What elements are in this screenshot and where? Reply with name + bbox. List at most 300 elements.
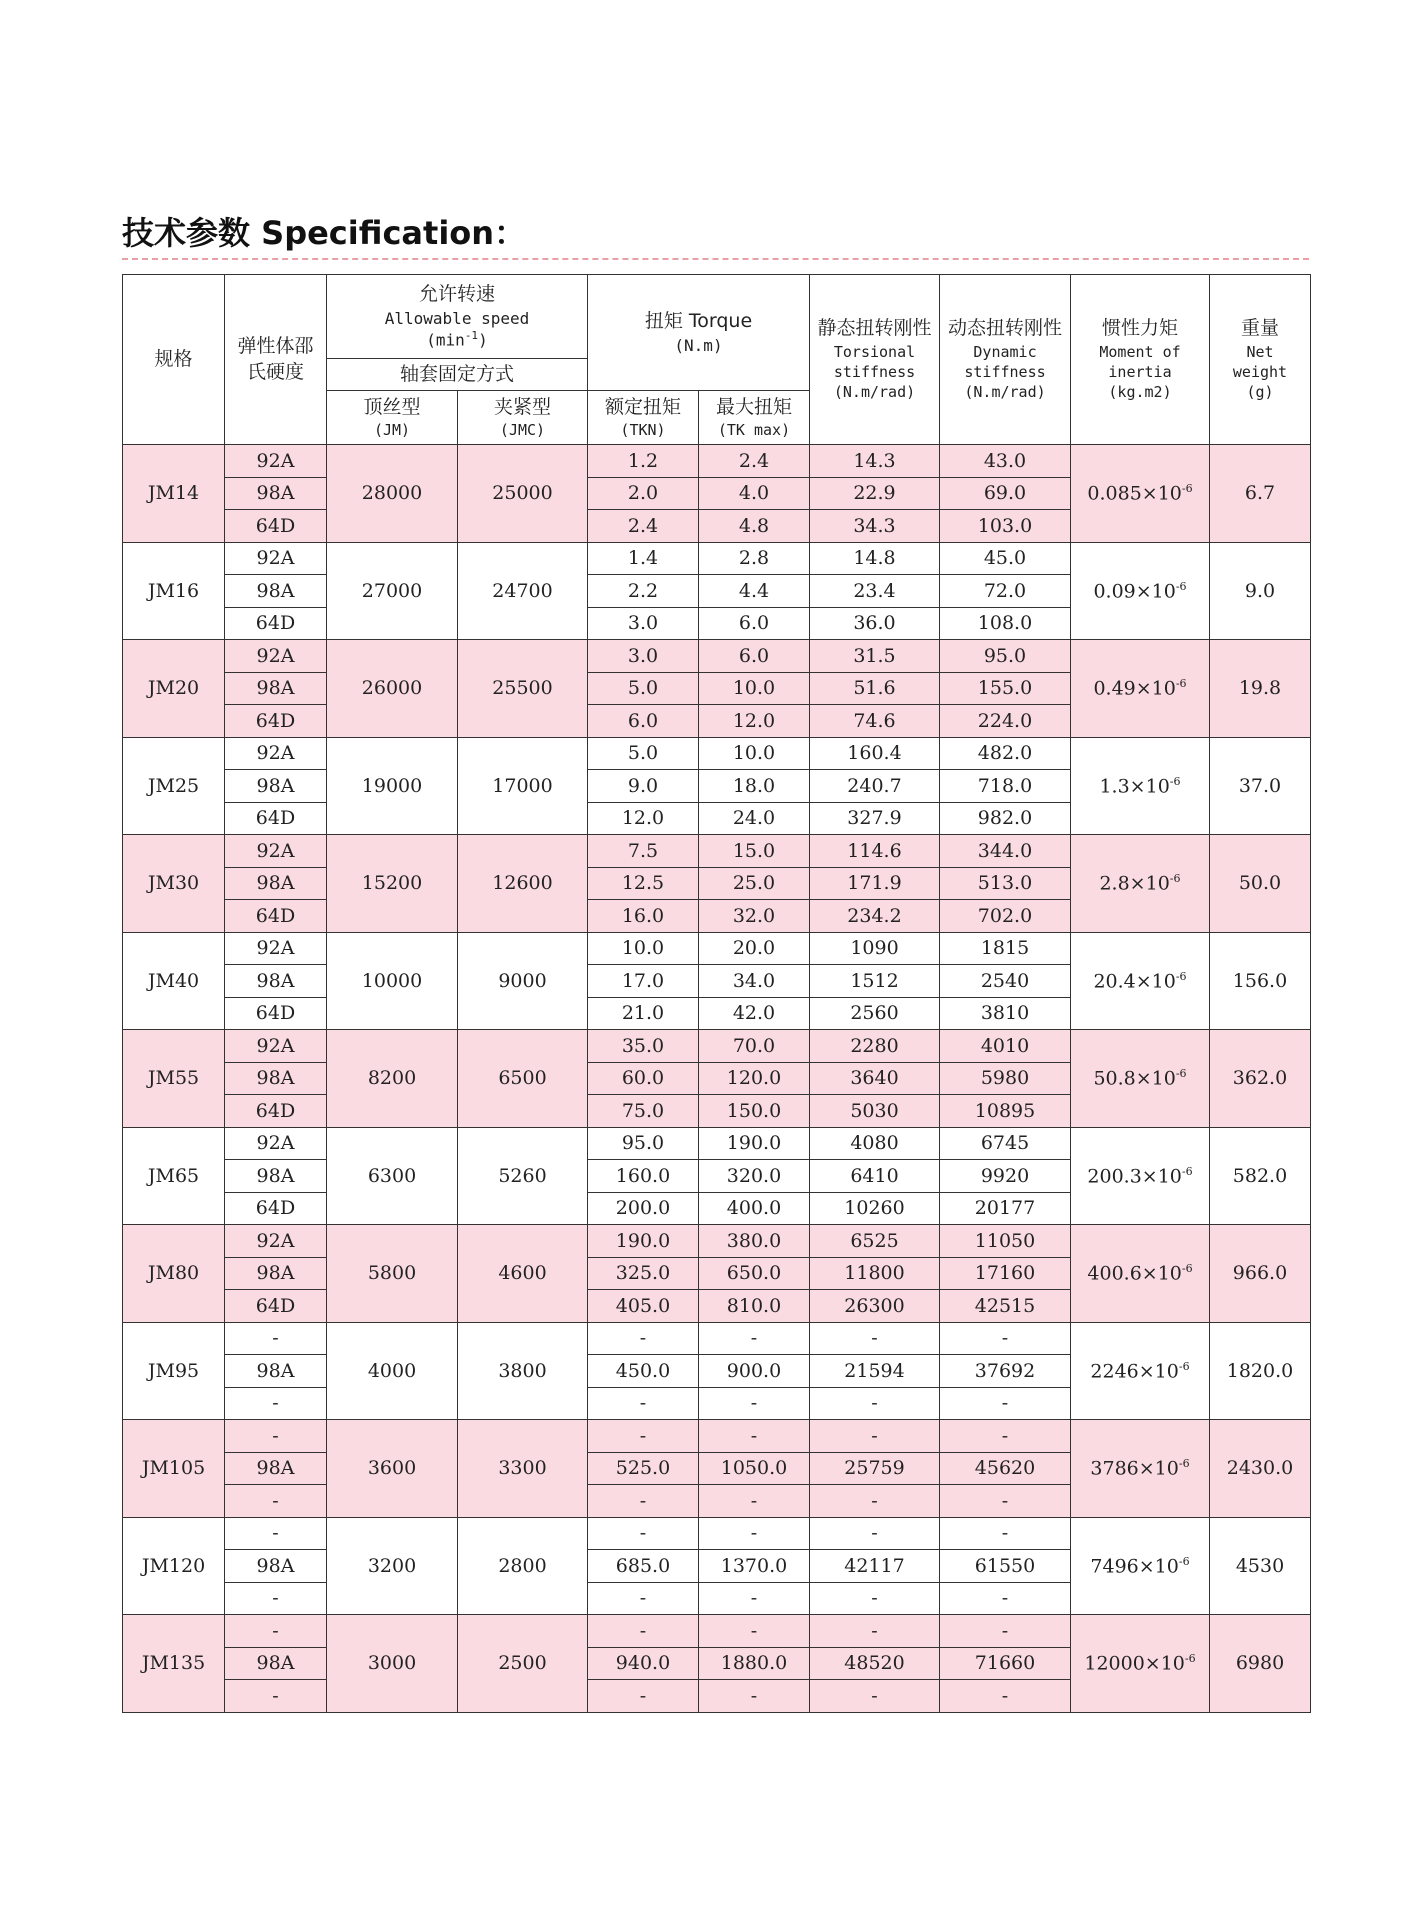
- inertia-exponent: -6: [1178, 1457, 1190, 1471]
- speed-jm-cell: 4000: [327, 1322, 458, 1420]
- dynamic-stiffness-cell: -: [940, 1517, 1071, 1550]
- max-torque-cell: 810.0: [699, 1290, 810, 1323]
- rated-torque-cell: 1.4: [588, 542, 699, 575]
- weight-cell: 582.0: [1210, 1127, 1311, 1225]
- rated-torque-cell: 9.0: [588, 770, 699, 803]
- speed-jm-cell: 8200: [327, 1030, 458, 1128]
- dynamic-stiffness-cell: 482.0: [940, 737, 1071, 770]
- inertia-exponent: -6: [1175, 969, 1187, 983]
- max-torque-cell: 10.0: [699, 737, 810, 770]
- dynamic-stiffness-cell: -: [940, 1322, 1071, 1355]
- inertia-value: 200.3×10: [1087, 1164, 1182, 1187]
- table-row: [123, 1420, 1311, 1453]
- dynamic-stiffness-cell: -: [940, 1615, 1071, 1648]
- model-cell: JM20: [123, 640, 225, 738]
- inertia-cell: [1071, 932, 1210, 1030]
- max-torque-cell: -: [699, 1680, 810, 1713]
- inertia-value: 7496×10: [1090, 1554, 1179, 1577]
- weight-cell: 4530: [1210, 1517, 1311, 1615]
- max-torque-cell: -: [699, 1420, 810, 1453]
- static-stiffness-cell: -: [810, 1615, 940, 1648]
- rated-torque-cell: -: [588, 1322, 699, 1355]
- dynamic-stiffness-cell: 17160: [940, 1257, 1071, 1290]
- hardness-cell: -: [225, 1485, 327, 1518]
- dynamic-stiffness-cell: 1815: [940, 932, 1071, 965]
- rated-torque-cell: 525.0: [588, 1452, 699, 1485]
- hardness-cell: 98A: [225, 965, 327, 998]
- header-tkmax: 最大扭矩 (TK max): [699, 391, 810, 445]
- speed-jm-cell: 15200: [327, 835, 458, 933]
- max-torque-cell: 18.0: [699, 770, 810, 803]
- inertia-value: 0.49×10: [1093, 677, 1176, 700]
- inertia-cell: [1071, 737, 1210, 835]
- static-stiffness-cell: 14.8: [810, 542, 940, 575]
- max-torque-cell: -: [699, 1485, 810, 1518]
- static-stiffness-cell: -: [810, 1387, 940, 1420]
- rated-torque-cell: 200.0: [588, 1192, 699, 1225]
- static-stiffness-cell: -: [810, 1680, 940, 1713]
- static-stiffness-cell: 4080: [810, 1127, 940, 1160]
- static-stiffness-cell: 25759: [810, 1452, 940, 1485]
- max-torque-cell: 190.0: [699, 1127, 810, 1160]
- speed-jm-cell: 27000: [327, 542, 458, 640]
- max-torque-cell: 10.0: [699, 672, 810, 705]
- static-stiffness-cell: 36.0: [810, 607, 940, 640]
- speed-jm-cell: 26000: [327, 640, 458, 738]
- inertia-exponent: -6: [1175, 1067, 1187, 1081]
- dynamic-stiffness-cell: 45620: [940, 1452, 1071, 1485]
- model-cell: JM120: [123, 1517, 225, 1615]
- weight-cell: 9.0: [1210, 542, 1311, 640]
- inertia-cell: [1071, 1322, 1210, 1420]
- static-stiffness-cell: 23.4: [810, 575, 940, 608]
- inertia-exponent: -6: [1169, 774, 1181, 788]
- weight-cell: 6980: [1210, 1615, 1311, 1713]
- dynamic-stiffness-cell: 10895: [940, 1095, 1071, 1128]
- weight-cell: 6.7: [1210, 445, 1311, 543]
- speed-jm-cell: 3000: [327, 1615, 458, 1713]
- dynamic-stiffness-cell: 108.0: [940, 607, 1071, 640]
- table-row: [123, 1615, 1311, 1648]
- max-torque-cell: 25.0: [699, 867, 810, 900]
- rated-torque-cell: 450.0: [588, 1355, 699, 1388]
- inertia-value: 1.3×10: [1099, 774, 1170, 797]
- max-torque-cell: -: [699, 1615, 810, 1648]
- static-stiffness-cell: 21594: [810, 1355, 940, 1388]
- rated-torque-cell: 35.0: [588, 1030, 699, 1063]
- rated-torque-cell: 940.0: [588, 1647, 699, 1680]
- table-row: [123, 640, 1311, 673]
- weight-cell: 37.0: [1210, 737, 1311, 835]
- hardness-cell: -: [225, 1420, 327, 1453]
- model-cell: JM95: [123, 1322, 225, 1420]
- max-torque-cell: -: [699, 1322, 810, 1355]
- rated-torque-cell: 12.0: [588, 802, 699, 835]
- static-stiffness-cell: 48520: [810, 1647, 940, 1680]
- dynamic-stiffness-cell: 3810: [940, 997, 1071, 1030]
- static-stiffness-cell: 327.9: [810, 802, 940, 835]
- static-stiffness-cell: -: [810, 1582, 940, 1615]
- rated-torque-cell: 95.0: [588, 1127, 699, 1160]
- static-stiffness-cell: 234.2: [810, 900, 940, 933]
- header-inertia: 惯性力矩 Moment of inertia (kg.m2): [1071, 275, 1210, 445]
- speed-jm-cell: 10000: [327, 932, 458, 1030]
- static-stiffness-cell: 6410: [810, 1160, 940, 1193]
- rated-torque-cell: 7.5: [588, 835, 699, 868]
- hardness-cell: 98A: [225, 1160, 327, 1193]
- dynamic-stiffness-cell: 702.0: [940, 900, 1071, 933]
- static-stiffness-cell: 6525: [810, 1225, 940, 1258]
- inertia-value: 2246×10: [1090, 1359, 1179, 1382]
- inertia-cell: [1071, 640, 1210, 738]
- hardness-cell: 92A: [225, 1127, 327, 1160]
- header-torque: 扭矩 Torque (N.m): [588, 275, 810, 391]
- dynamic-stiffness-cell: 103.0: [940, 510, 1071, 543]
- rated-torque-cell: 3.0: [588, 640, 699, 673]
- hardness-cell: 92A: [225, 1225, 327, 1258]
- rated-torque-cell: 405.0: [588, 1290, 699, 1323]
- dynamic-stiffness-cell: 4010: [940, 1030, 1071, 1063]
- inertia-cell: [1071, 1225, 1210, 1323]
- hardness-cell: 64D: [225, 997, 327, 1030]
- hardness-cell: 92A: [225, 542, 327, 575]
- speed-jm-cell: 6300: [327, 1127, 458, 1225]
- table-body: [123, 445, 1311, 1713]
- rated-torque-cell: 6.0: [588, 705, 699, 738]
- rated-torque-cell: 325.0: [588, 1257, 699, 1290]
- max-torque-cell: 24.0: [699, 802, 810, 835]
- max-torque-cell: 150.0: [699, 1095, 810, 1128]
- hardness-cell: 64D: [225, 802, 327, 835]
- hardness-cell: 64D: [225, 1095, 327, 1128]
- weight-cell: 156.0: [1210, 932, 1311, 1030]
- rated-torque-cell: 16.0: [588, 900, 699, 933]
- static-stiffness-cell: 31.5: [810, 640, 940, 673]
- hardness-cell: 98A: [225, 867, 327, 900]
- model-cell: JM105: [123, 1420, 225, 1518]
- hardness-cell: 98A: [225, 1257, 327, 1290]
- inertia-cell: [1071, 835, 1210, 933]
- max-torque-cell: 2.4: [699, 445, 810, 478]
- table-row: [123, 737, 1311, 770]
- inertia-value: 20.4×10: [1093, 969, 1176, 992]
- dynamic-stiffness-cell: 61550: [940, 1550, 1071, 1583]
- max-torque-cell: 70.0: [699, 1030, 810, 1063]
- static-stiffness-cell: -: [810, 1420, 940, 1453]
- dynamic-stiffness-cell: 37692: [940, 1355, 1071, 1388]
- speed-jmc-cell: 17000: [458, 737, 588, 835]
- speed-jm-cell: 5800: [327, 1225, 458, 1323]
- dynamic-stiffness-cell: 45.0: [940, 542, 1071, 575]
- model-cell: JM30: [123, 835, 225, 933]
- rated-torque-cell: 190.0: [588, 1225, 699, 1258]
- dynamic-stiffness-cell: 982.0: [940, 802, 1071, 835]
- speed-jm-cell: 28000: [327, 445, 458, 543]
- dynamic-stiffness-cell: 2540: [940, 965, 1071, 998]
- speed-jmc-cell: 24700: [458, 542, 588, 640]
- table-row: [123, 835, 1311, 868]
- dynamic-stiffness-cell: -: [940, 1420, 1071, 1453]
- hardness-cell: 98A: [225, 1452, 327, 1485]
- static-stiffness-cell: 14.3: [810, 445, 940, 478]
- rated-torque-cell: 60.0: [588, 1062, 699, 1095]
- inertia-cell: [1071, 1615, 1210, 1713]
- hardness-cell: 98A: [225, 575, 327, 608]
- title-divider: [122, 258, 1309, 260]
- inertia-value: 12000×10: [1084, 1652, 1185, 1675]
- inertia-exponent: -6: [1181, 482, 1193, 496]
- rated-torque-cell: 2.4: [588, 510, 699, 543]
- dynamic-stiffness-cell: 20177: [940, 1192, 1071, 1225]
- dynamic-stiffness-cell: 69.0: [940, 477, 1071, 510]
- max-torque-cell: 34.0: [699, 965, 810, 998]
- inertia-exponent: -6: [1178, 1554, 1190, 1568]
- static-stiffness-cell: 26300: [810, 1290, 940, 1323]
- inertia-cell: [1071, 1420, 1210, 1518]
- hardness-cell: 98A: [225, 1550, 327, 1583]
- speed-jmc-cell: 2500: [458, 1615, 588, 1713]
- hardness-cell: 92A: [225, 640, 327, 673]
- model-cell: JM65: [123, 1127, 225, 1225]
- inertia-exponent: -6: [1181, 1164, 1193, 1178]
- model-cell: JM55: [123, 1030, 225, 1128]
- rated-torque-cell: 75.0: [588, 1095, 699, 1128]
- model-cell: JM25: [123, 737, 225, 835]
- page-title: 技术参数 Specification：: [122, 214, 527, 252]
- inertia-value: 0.085×10: [1087, 482, 1182, 505]
- header-speed: 允许转速 Allowable speed $(\min^{-1})$: [327, 275, 588, 359]
- speed-jmc-cell: 4600: [458, 1225, 588, 1323]
- inertia-exponent: -6: [1175, 579, 1187, 593]
- header-model: 规格: [123, 275, 225, 445]
- max-torque-cell: 1050.0: [699, 1452, 810, 1485]
- rated-torque-cell: 1.2: [588, 445, 699, 478]
- max-torque-cell: 4.8: [699, 510, 810, 543]
- inertia-exponent: -6: [1184, 1652, 1196, 1666]
- weight-cell: 966.0: [1210, 1225, 1311, 1323]
- rated-torque-cell: 5.0: [588, 737, 699, 770]
- rated-torque-cell: 17.0: [588, 965, 699, 998]
- model-cell: JM16: [123, 542, 225, 640]
- max-torque-cell: 1880.0: [699, 1647, 810, 1680]
- max-torque-cell: 2.8: [699, 542, 810, 575]
- hardness-cell: 92A: [225, 1030, 327, 1063]
- hardness-cell: 98A: [225, 1355, 327, 1388]
- inertia-cell: [1071, 542, 1210, 640]
- speed-jmc-cell: 5260: [458, 1127, 588, 1225]
- rated-torque-cell: -: [588, 1615, 699, 1648]
- rated-torque-cell: 3.0: [588, 607, 699, 640]
- inertia-cell: [1071, 1517, 1210, 1615]
- static-stiffness-cell: 3640: [810, 1062, 940, 1095]
- header-static-stiffness: 静态扭转刚性 Torsional stiffness (N.m/rad): [810, 275, 940, 445]
- dynamic-stiffness-cell: 11050: [940, 1225, 1071, 1258]
- speed-jmc-cell: 9000: [458, 932, 588, 1030]
- rated-torque-cell: 5.0: [588, 672, 699, 705]
- hardness-cell: -: [225, 1680, 327, 1713]
- table-row: [123, 542, 1311, 575]
- hardness-cell: -: [225, 1322, 327, 1355]
- max-torque-cell: 400.0: [699, 1192, 810, 1225]
- static-stiffness-cell: 160.4: [810, 737, 940, 770]
- table-row: [123, 1322, 1311, 1355]
- hardness-cell: -: [225, 1582, 327, 1615]
- max-torque-cell: -: [699, 1387, 810, 1420]
- dynamic-stiffness-cell: 72.0: [940, 575, 1071, 608]
- hardness-cell: 92A: [225, 737, 327, 770]
- rated-torque-cell: 685.0: [588, 1550, 699, 1583]
- inertia-exponent: -6: [1169, 872, 1181, 886]
- static-stiffness-cell: 171.9: [810, 867, 940, 900]
- speed-jmc-cell: 25500: [458, 640, 588, 738]
- rated-torque-cell: -: [588, 1485, 699, 1518]
- max-torque-cell: 380.0: [699, 1225, 810, 1258]
- inertia-value: 0.09×10: [1093, 579, 1176, 602]
- header-dynamic-stiffness: 动态扭转刚性 Dynamic stiffness (N.m/rad): [940, 275, 1071, 445]
- static-stiffness-cell: 2280: [810, 1030, 940, 1063]
- speed-jmc-cell: 2800: [458, 1517, 588, 1615]
- dynamic-stiffness-cell: 71660: [940, 1647, 1071, 1680]
- rated-torque-cell: -: [588, 1582, 699, 1615]
- inertia-cell: [1071, 445, 1210, 543]
- speed-jmc-cell: 6500: [458, 1030, 588, 1128]
- dynamic-stiffness-cell: 42515: [940, 1290, 1071, 1323]
- max-torque-cell: -: [699, 1582, 810, 1615]
- table-row: [123, 932, 1311, 965]
- dynamic-stiffness-cell: -: [940, 1582, 1071, 1615]
- hardness-cell: 92A: [225, 932, 327, 965]
- static-stiffness-cell: 5030: [810, 1095, 940, 1128]
- table-row: [123, 445, 1311, 478]
- static-stiffness-cell: -: [810, 1485, 940, 1518]
- speed-jmc-cell: 25000: [458, 445, 588, 543]
- header-hardness: 弹性体邵 氏硬度: [225, 275, 327, 445]
- static-stiffness-cell: 11800: [810, 1257, 940, 1290]
- weight-cell: 50.0: [1210, 835, 1311, 933]
- static-stiffness-cell: 114.6: [810, 835, 940, 868]
- inertia-value: 2.8×10: [1099, 872, 1170, 895]
- hardness-cell: -: [225, 1615, 327, 1648]
- static-stiffness-cell: 22.9: [810, 477, 940, 510]
- hardness-cell: 92A: [225, 445, 327, 478]
- rated-torque-cell: -: [588, 1420, 699, 1453]
- model-cell: JM135: [123, 1615, 225, 1713]
- static-stiffness-cell: -: [810, 1517, 940, 1550]
- dynamic-stiffness-cell: 344.0: [940, 835, 1071, 868]
- weight-cell: 1820.0: [1210, 1322, 1311, 1420]
- weight-cell: 19.8: [1210, 640, 1311, 738]
- max-torque-cell: 1370.0: [699, 1550, 810, 1583]
- dynamic-stiffness-cell: 6745: [940, 1127, 1071, 1160]
- static-stiffness-cell: 42117: [810, 1550, 940, 1583]
- static-stiffness-cell: 1090: [810, 932, 940, 965]
- hardness-cell: 64D: [225, 1290, 327, 1323]
- max-torque-cell: 6.0: [699, 607, 810, 640]
- hardness-cell: 98A: [225, 1062, 327, 1095]
- max-torque-cell: 900.0: [699, 1355, 810, 1388]
- hardness-cell: 98A: [225, 1647, 327, 1680]
- table-row: [123, 1030, 1311, 1063]
- speed-jm-cell: 3600: [327, 1420, 458, 1518]
- speed-jm-cell: 3200: [327, 1517, 458, 1615]
- speed-jmc-cell: 12600: [458, 835, 588, 933]
- hardness-cell: 98A: [225, 770, 327, 803]
- rated-torque-cell: 2.0: [588, 477, 699, 510]
- rated-torque-cell: -: [588, 1680, 699, 1713]
- dynamic-stiffness-cell: -: [940, 1387, 1071, 1420]
- static-stiffness-cell: 240.7: [810, 770, 940, 803]
- rated-torque-cell: 12.5: [588, 867, 699, 900]
- max-torque-cell: -: [699, 1517, 810, 1550]
- table-header: [123, 275, 1311, 445]
- dynamic-stiffness-cell: 43.0: [940, 445, 1071, 478]
- rated-torque-cell: -: [588, 1517, 699, 1550]
- speed-jm-cell: 19000: [327, 737, 458, 835]
- model-cell: JM14: [123, 445, 225, 543]
- dynamic-stiffness-cell: 95.0: [940, 640, 1071, 673]
- max-torque-cell: 42.0: [699, 997, 810, 1030]
- rated-torque-cell: -: [588, 1387, 699, 1420]
- rated-torque-cell: 2.2: [588, 575, 699, 608]
- hardness-cell: 64D: [225, 1192, 327, 1225]
- max-torque-cell: 4.4: [699, 575, 810, 608]
- dynamic-stiffness-cell: 718.0: [940, 770, 1071, 803]
- table-row: [123, 1127, 1311, 1160]
- dynamic-stiffness-cell: -: [940, 1485, 1071, 1518]
- max-torque-cell: 12.0: [699, 705, 810, 738]
- inertia-exponent: -6: [1175, 677, 1187, 691]
- inertia-exponent: -6: [1181, 1262, 1193, 1276]
- static-stiffness-cell: 1512: [810, 965, 940, 998]
- dynamic-stiffness-cell: -: [940, 1680, 1071, 1713]
- max-torque-cell: 6.0: [699, 640, 810, 673]
- hardness-cell: 64D: [225, 607, 327, 640]
- speed-jmc-cell: 3800: [458, 1322, 588, 1420]
- max-torque-cell: 4.0: [699, 477, 810, 510]
- speed-jmc-cell: 3300: [458, 1420, 588, 1518]
- max-torque-cell: 32.0: [699, 900, 810, 933]
- dynamic-stiffness-cell: 5980: [940, 1062, 1071, 1095]
- static-stiffness-cell: 51.6: [810, 672, 940, 705]
- hardness-cell: 98A: [225, 477, 327, 510]
- dynamic-stiffness-cell: 513.0: [940, 867, 1071, 900]
- model-cell: JM40: [123, 932, 225, 1030]
- inertia-value: 3786×10: [1090, 1457, 1179, 1480]
- max-torque-cell: 15.0: [699, 835, 810, 868]
- static-stiffness-cell: -: [810, 1322, 940, 1355]
- hardness-cell: 64D: [225, 705, 327, 738]
- hardness-cell: -: [225, 1387, 327, 1420]
- max-torque-cell: 20.0: [699, 932, 810, 965]
- rated-torque-cell: 10.0: [588, 932, 699, 965]
- max-torque-cell: 120.0: [699, 1062, 810, 1095]
- hardness-cell: 92A: [225, 835, 327, 868]
- weight-cell: 362.0: [1210, 1030, 1311, 1128]
- rated-torque-cell: 160.0: [588, 1160, 699, 1193]
- static-stiffness-cell: 2560: [810, 997, 940, 1030]
- inertia-value: 400.6×10: [1087, 1262, 1182, 1285]
- hardness-cell: 98A: [225, 672, 327, 705]
- rated-torque-cell: 21.0: [588, 997, 699, 1030]
- static-stiffness-cell: 10260: [810, 1192, 940, 1225]
- header-tkn: 额定扭矩 (TKN): [588, 391, 699, 445]
- static-stiffness-cell: 74.6: [810, 705, 940, 738]
- hardness-cell: -: [225, 1517, 327, 1550]
- static-stiffness-cell: 34.3: [810, 510, 940, 543]
- header-weight: 重量 Net weight (g): [1210, 275, 1311, 445]
- dynamic-stiffness-cell: 155.0: [940, 672, 1071, 705]
- table-row: [123, 1225, 1311, 1258]
